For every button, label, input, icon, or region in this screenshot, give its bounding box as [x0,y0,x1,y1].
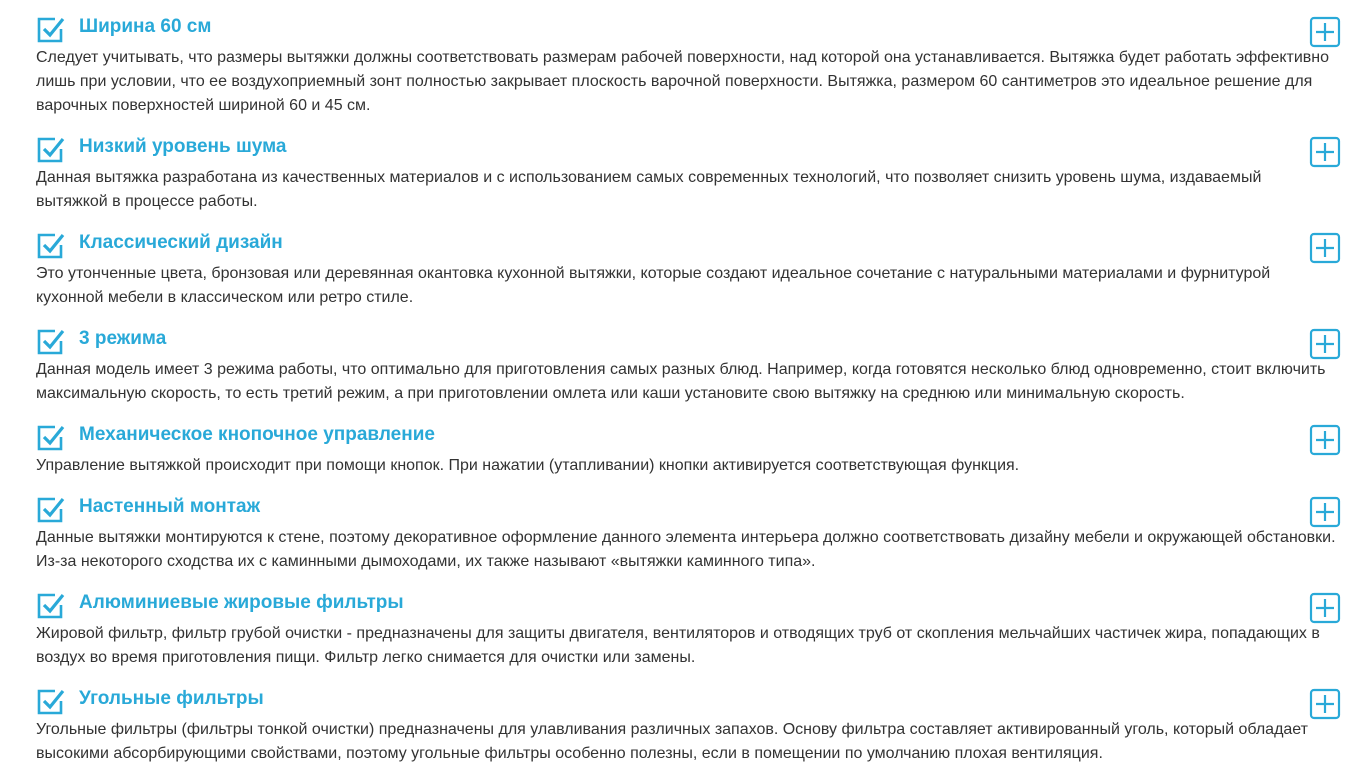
feature-item [36,134,1336,214]
feature-header [36,590,1336,620]
checkbox-checked-icon [36,422,66,452]
feature-header [36,422,1336,452]
feature-header [36,230,1336,260]
plus-square-icon [1309,496,1341,528]
checkbox-checked-icon [36,134,66,164]
feature-header [36,686,1336,716]
plus-square-icon [1309,688,1341,720]
feature-title: Ширина 60 см [79,16,212,37]
feature-description: Данная вытяжка разработана из качественных материалов и с использованием самых современных технологий, что позволяет снизить уровень шума, издаваемый вытяжкой в процессе работы. [36,169,1262,210]
feature-description: Управление вытяжкой происходит при помощи кнопок. При нажатии (утапливании) кнопки активируется соответствующая функция. [36,457,1020,474]
feature-title: Угольные фильтры [79,688,264,709]
feature-item [36,230,1336,310]
checkbox-checked-icon [36,230,66,260]
expand-button[interactable] [1309,232,1341,264]
feature-item [36,494,1336,574]
feature-title: Низкий уровень шума [79,136,287,157]
feature-description: Это утонченные цвета, бронзовая или деревянная окантовка кухонной вытяжки, которые создают идеальное сочетание с натуральными материалами и фурнитурой кухонной мебели в классическом или ретро стиле. [36,265,1271,306]
feature-title: Алюминиевые жировые фильтры [79,592,404,613]
feature-title: Классический дизайн [79,232,283,253]
checkbox-checked-icon [36,326,66,356]
feature-description: Данная модель имеет 3 режима работы, что оптимально для приготовления самых разных блюд. Например, когда готовятся несколько блюд одновременно, стоит включить максимальную скорость, то есть третий режим, а при приготовлении омлета или каши установите свою вытяжку на среднюю или минимальную скорость. [36,361,1326,402]
plus-square-icon [1309,592,1341,624]
plus-square-icon [1309,136,1341,168]
feature-header [36,326,1336,356]
expand-button[interactable] [1309,688,1341,720]
feature-item [36,590,1336,670]
checkbox-checked-icon [36,494,66,524]
plus-square-icon [1309,424,1341,456]
expand-button[interactable] [1309,592,1341,624]
feature-item [36,326,1336,406]
expand-button[interactable] [1309,424,1341,456]
feature-item [36,686,1336,766]
expand-button[interactable] [1309,16,1341,48]
feature-item [36,14,1336,118]
feature-title: 3 режима [79,328,167,349]
feature-header [36,134,1336,164]
feature-header [36,494,1336,524]
feature-item [36,422,1336,478]
expand-button[interactable] [1309,328,1341,360]
feature-title: Механическое кнопочное управление [79,424,435,445]
feature-description: Жировой фильтр, фильтр грубой очистки - предназначены для защиты двигателя, вентиляторов и отводящих труб от скопления мельчайших частичек жира, попадающих в воздух во время приготовления пищи. Фильтр легко снимается для очистки или замены. [36,625,1320,666]
checkbox-checked-icon [36,686,66,716]
feature-description: Данные вытяжки монтируются к стене, поэтому декоративное оформление данного элемента интерьера должно соответствовать дизайну мебели и окружающей обстановки. Из-за некоторого сходства их с каминными дымоходами, их также называют «вытяжки каминного типа». [36,529,1336,570]
expand-button[interactable] [1309,496,1341,528]
feature-description: Угольные фильтры (фильтры тонкой очистки) предназначены для улавливания различных запахов. Основу фильтра составляет активированный уголь, который обладает высокими абсорбирующими свойствами, поэтому угольные фильтры особенно полезны, если в помещении по умолчанию плохая вентиляция. [36,721,1308,762]
plus-square-icon [1309,232,1341,264]
feature-description: Следует учитывать, что размеры вытяжки должны соответствовать размерам рабочей поверхности, над которой она устанавливается. Вытяжка будет работать эффективно лишь при условии, что ее воздухоприемный зонт полностью закрывает плоскость варочной поверхности. Вытяжка, размером 60 сантиметров это идеальное решение для варочных поверхностей шириной 60 и 45 см. [36,49,1330,114]
plus-square-icon [1309,328,1341,360]
plus-square-icon [1309,16,1341,48]
checkbox-checked-icon [36,14,66,44]
expand-button[interactable] [1309,136,1341,168]
checkbox-checked-icon [36,590,66,620]
feature-title: Настенный монтаж [79,496,261,517]
feature-header [36,14,1336,44]
